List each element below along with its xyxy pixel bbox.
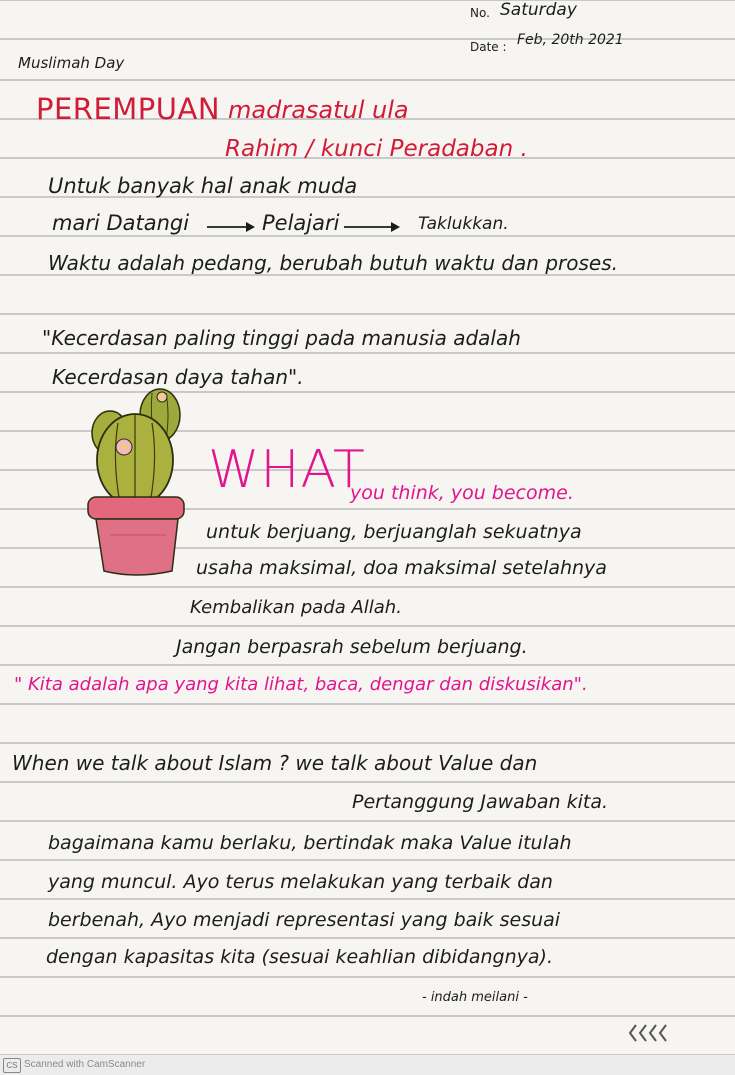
text-line: Jangan berpasrah sebelum berjuang. xyxy=(176,636,528,658)
title-sub-2: Rahim / kunci Peradaban . xyxy=(225,136,528,162)
scanner-footer xyxy=(0,1055,735,1075)
signature: - indah meilani - xyxy=(422,990,528,1005)
text-line: Pertanggung Jawaban kita. xyxy=(352,791,609,813)
pink-quote: " Kita adalah apa yang kita lihat, baca, dengar dan diskusikan". xyxy=(14,674,588,695)
scanner-text: Scanned with CamScanner xyxy=(24,1059,146,1070)
text-line: bagaimana kamu berlaku, bertindak maka Value itulah xyxy=(48,832,572,854)
page-title: PEREMPUAN xyxy=(36,92,221,126)
camscanner-logo-icon: CS xyxy=(3,1058,21,1073)
corner-arrows-icon xyxy=(628,1022,674,1044)
date-label: Date : xyxy=(470,40,507,54)
text-line: Taklukkan. xyxy=(418,214,509,234)
date-value: Feb, 20th 2021 xyxy=(517,32,624,48)
title-sub-1: madrasatul ula xyxy=(228,96,409,124)
no-value: Saturday xyxy=(500,0,577,20)
arrow-right-icon xyxy=(205,220,257,234)
text-line: dengan kapasitas kita (sesuai keahlian dibidangnya). xyxy=(46,946,553,968)
arrow-right-icon xyxy=(342,220,402,234)
header-tag: Muslimah Day xyxy=(18,54,125,72)
text-line: mari Datangi xyxy=(52,211,190,235)
what-rest: you think, you become. xyxy=(350,482,574,504)
cactus-icon xyxy=(80,385,195,580)
text-line: Kembalikan pada Allah. xyxy=(190,597,402,618)
text-line: Pelajari xyxy=(262,211,340,235)
what-heading: WHAT xyxy=(208,440,366,500)
quote-line: Kecerdasan daya tahan". xyxy=(52,365,304,389)
quote-line: "Kecerdasan paling tinggi pada manusia adalah xyxy=(42,326,521,350)
text-line: yang muncul. Ayo terus melakukan yang terbaik dan xyxy=(48,871,553,893)
no-label: No. xyxy=(470,6,490,20)
text-line: When we talk about Islam ? we talk about Value dan xyxy=(12,751,538,775)
text-line: usaha maksimal, doa maksimal setelahnya xyxy=(196,557,607,579)
text-line: berbenah, Ayo menjadi representasi yang baik sesuai xyxy=(48,909,561,931)
text-line: Untuk banyak hal anak muda xyxy=(48,174,358,198)
text-line: untuk berjuang, berjuanglah sekuatnya xyxy=(206,521,582,543)
text-line: Waktu adalah pedang, berubah butuh waktu dan proses. xyxy=(48,251,618,275)
